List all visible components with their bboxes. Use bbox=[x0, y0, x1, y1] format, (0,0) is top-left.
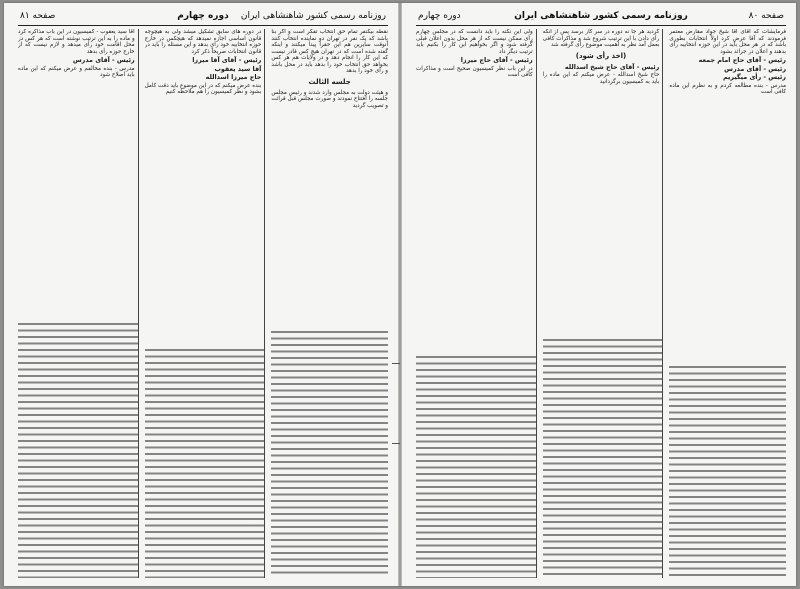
right-column-3 bbox=[416, 29, 537, 578]
paragraph: بنده عرض میکنم که در این موضوع باید دقت کامل بشود و نظر کمیسیون را هم ملاحظه کنیم bbox=[144, 82, 262, 95]
body-text-lines bbox=[145, 347, 265, 578]
right-page-columns bbox=[416, 29, 786, 578]
paragraph: نقطه بیکنفر تمام حق انتخاب تفکر است و اگر بنا باشد که یک نفر در تهران دو نماینده انتخاب کنند آنوقت سایرین هم این حقرا پیدا میکنند و اینکه گفته شده است که در تهران هیچ کس قادر نیست که این کار را انجام دهد و در ولایات هم هر کس بخواهد حق انتخاب خود را بدهد باید در محل باشد و رأی خود را بدهد bbox=[271, 29, 388, 74]
body-text-lines bbox=[18, 321, 138, 578]
body-text-lines bbox=[669, 364, 786, 578]
speaker-line: آقا سید یعقوب bbox=[214, 64, 262, 73]
paragraph: مدرس - بنده مخالفم و عرض میکنم که این ماده باید اصلاح شود bbox=[17, 65, 135, 78]
left-session-label: دوره چهارم bbox=[177, 11, 229, 21]
speaker-line: رئیس - آقای آقا میرزا bbox=[192, 56, 262, 64]
right-column-1 bbox=[669, 29, 786, 578]
section-heading: (اخذ رأی شود) bbox=[575, 51, 627, 60]
speaker-line: رئیس - آقای مدرس bbox=[72, 56, 135, 64]
right-page-number: صفحه ۸۰ bbox=[748, 11, 784, 21]
margin-mark bbox=[392, 443, 400, 444]
body-text-lines bbox=[416, 354, 536, 578]
left-page-header bbox=[18, 9, 388, 26]
newspaper-spread bbox=[4, 3, 796, 586]
section-heading: جلسه الثالث bbox=[308, 77, 351, 86]
speaker-line: رئیس - آقای حاج شیخ اسدالله bbox=[564, 62, 660, 71]
speaker-line: رئیس - رأی میگیریم bbox=[722, 73, 786, 81]
left-page-title: روزنامه رسمی کشور شاهنشاهی ایران bbox=[240, 11, 386, 21]
paragraph: حاج شیخ اسدالله - عرض میکنم که این ماده را باید به کمیسیون برگردانید bbox=[542, 72, 660, 85]
left-column-2 bbox=[145, 29, 266, 578]
body-text-lines bbox=[271, 329, 388, 578]
left-page-number: صفحه ۸۱ bbox=[20, 11, 56, 21]
paragraph: ولی این نکته را باید دانست که در مجلس چهارم رأی ممکن نیست که از هر محل بدون اعلان قبلی گرفته شود و اگر بخواهیم این کار را بکنیم باید ترتیب دیگر داد bbox=[415, 29, 533, 55]
left-column-3 bbox=[18, 29, 139, 578]
speaker-line: رئیس - آقای مدرس bbox=[724, 64, 786, 73]
paragraph: فرمایشات که آقای آقا شیخ جواد مقارض معتمر فرمودند که آقا عرض کرد اولاً انتخابات بطوری باشد که در هر محل باید در این حوزه انتخابیه رأی بدهند و اعلان در جرائد بشود bbox=[669, 29, 786, 55]
speaker-line: رئیس - آقای حاج امام جمعه bbox=[698, 56, 786, 64]
paragraph: آقا سید یعقوب - کمیسیون در این باب مذاکره کرد و ماده را به این ترتیب نوشته است که هر کس در محل اقامت خود رأی میدهد و لازم نیست که از خارج حوزه رأی بدهد bbox=[17, 29, 135, 55]
left-page-columns bbox=[18, 29, 388, 578]
right-page-title: روزنامه رسمی کشور شاهنشاهی ایران bbox=[514, 11, 688, 21]
left-page bbox=[4, 3, 398, 586]
right-page bbox=[402, 3, 796, 586]
paragraph: در این باب نظر کمیسیون صحیح است و مذاکرات کافی است bbox=[415, 65, 533, 78]
left-column-1 bbox=[271, 29, 388, 578]
body-text-lines bbox=[543, 337, 663, 578]
right-session-label: دوره چهارم bbox=[418, 11, 461, 21]
paragraph: گردید هر جا نه دوره در سر کار برسد پس از آنکه رأی دادن با این ترتیب شروع شد و مذاکرات کافی بعمل آمد نظر به اهمیت موضوع رأی گرفته شد bbox=[542, 29, 660, 48]
paragraph: در دوره های سابق تشکیل میشد ولی به هیچوجه قانون اساسی اجازه نمیدهد که هیچکس در خارج حوزه انتخابیه خود رأی بدهد و این مسئله را باید در قانون انتخابات صریحاً ذکر کرد bbox=[144, 29, 262, 55]
paragraph: مدرس - بنده مطالعه کردم و به نظرم این ماده کافی است bbox=[669, 82, 786, 95]
right-page-header bbox=[416, 9, 786, 26]
margin-mark bbox=[392, 363, 400, 364]
speaker-line: رئیس - آقای حاج میرزا bbox=[460, 56, 533, 64]
right-column-2 bbox=[543, 29, 664, 578]
speaker-line: حاج میرزا اسدالله bbox=[205, 73, 262, 81]
paragraph: و هیئت دولت به مجلس وارد شدند و رئیس مجلس جلسه را افتتاح نمودند و صورت مجلس قبل قرائت و تصویب گردید bbox=[271, 89, 388, 109]
